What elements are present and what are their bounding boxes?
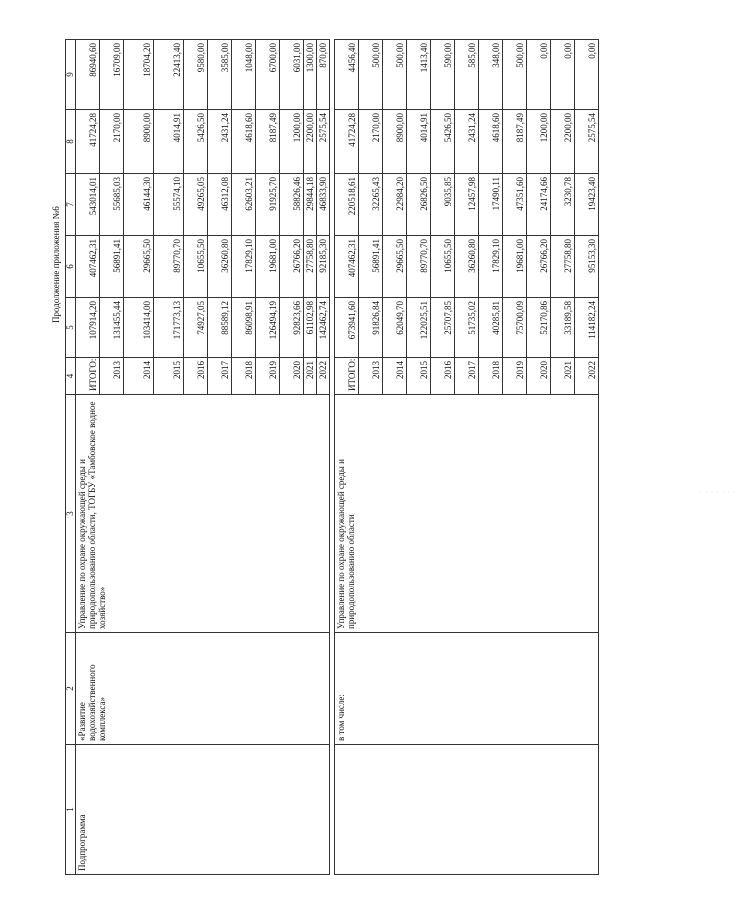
header-cell: 7 [66,174,76,236]
value-cell-7: 58826,46 [280,174,304,236]
value-cell-8: 2431,24 [208,110,232,174]
value-cell-9: 590,00 [431,40,455,110]
value-cell-9: 500,00 [383,40,407,110]
value-cell-8: 2431,24 [455,110,479,174]
value-cell-8: 2200,00 [551,110,575,174]
year-cell: 2016 [184,358,208,395]
subprogram-cell [335,745,599,875]
value-cell-6: 27758,80 [304,236,317,298]
value-cell-8: 8187,49 [256,110,280,174]
value-cell-5: 62049,70 [383,298,407,358]
value-cell-9: 16709,00 [100,40,124,110]
value-cell-7: 55685,03 [100,174,124,236]
value-cell-6: 89770,70 [407,236,431,298]
year-cell: 2018 [232,358,256,395]
year-cell: 2020 [527,358,551,395]
program-name-cell: в том числе: [335,633,599,745]
value-cell-7: 49265,05 [184,174,208,236]
value-cell-6: 19681,00 [503,236,527,298]
value-cell-8: 8187,49 [503,110,527,174]
year-cell: 2021 [551,358,575,395]
value-cell-9: 348,00 [479,40,503,110]
value-cell-8: 8900,00 [383,110,407,174]
executor-cell: Управление по охране окружающей среды и природопользованию области [335,395,599,633]
value-cell-8: 8900,00 [124,110,154,174]
value-cell-7: 26826,50 [407,174,431,236]
value-cell-6: 407462,31 [76,236,100,298]
year-cell: 2022 [317,358,330,395]
value-cell-6: 56891,41 [100,236,124,298]
value-cell-8: 1200,00 [527,110,551,174]
program-name-cell: «Развитие водохозяйственного комплекса» [76,633,330,745]
value-cell-7: 17490,11 [479,174,503,236]
value-cell-5: 91826,84 [359,298,383,358]
year-cell: 2022 [575,358,599,395]
value-cell-6: 17829,10 [479,236,503,298]
value-cell-5: 25707,85 [431,298,455,358]
value-cell-7: 12457,98 [455,174,479,236]
value-cell-6: 92185,30 [317,236,330,298]
value-cell-9: 0,00 [551,40,575,110]
value-cell-8: 2200,00 [304,110,317,174]
year-cell: 2020 [280,358,304,395]
year-cell: 2014 [383,358,407,395]
value-cell-7: 46833,90 [317,174,330,236]
appendix-note: Продолжение приложения №6 [51,206,61,323]
value-cell-8: 5426,50 [431,110,455,174]
year-cell: 2017 [455,358,479,395]
value-cell-5: 75700,09 [503,298,527,358]
subprogram-cell: Подпрограмма [76,745,330,875]
value-cell-7: 47351,60 [503,174,527,236]
value-cell-8: 1200,00 [280,110,304,174]
value-cell-7: 19423,40 [575,174,599,236]
value-cell-6: 26766,20 [280,236,304,298]
value-cell-7: 46312,08 [208,174,232,236]
year-cell: 2018 [479,358,503,395]
value-cell-8: 4618,60 [479,110,503,174]
year-cell: 2015 [154,358,184,395]
value-cell-8: 2170,00 [100,110,124,174]
value-cell-7: 46144,30 [124,174,154,236]
value-cell-9: 1413,40 [407,40,431,110]
value-cell-5: 142462,74 [317,298,330,358]
value-cell-8: 2575,54 [317,110,330,174]
year-cell: ИТОГО: [76,358,100,395]
value-cell-9: 3585,00 [208,40,232,110]
value-cell-6: 10655,50 [184,236,208,298]
value-cell-9: 1300,00 [304,40,317,110]
value-cell-5: 52170,86 [527,298,551,358]
value-cell-9: 22413,40 [154,40,184,110]
header-row [66,40,76,875]
header-cell: 6 [66,236,76,298]
header-cell: 3 [66,395,76,633]
value-cell-9: 0,00 [575,40,599,110]
value-cell-5: 86098,91 [232,298,256,358]
value-cell-8: 4618,60 [232,110,256,174]
value-cell-7: 220518,61 [335,174,359,236]
value-cell-6: 19681,00 [256,236,280,298]
executor-cell: Управление по охране окружающей среды и природопользованию области, ТОГБУ «Тамбовское водное хозяйство» [76,395,330,633]
value-cell-9: 86940,60 [76,40,100,110]
value-cell-5: 61102,98 [304,298,317,358]
value-cell-5: 122025,51 [407,298,431,358]
value-cell-5: 114182,24 [575,298,599,358]
value-cell-8: 4014,91 [407,110,431,174]
value-cell-6: 36260,80 [208,236,232,298]
value-cell-5: 171773,13 [154,298,184,358]
year-cell: 2016 [431,358,455,395]
header-cell: 8 [66,110,76,174]
value-cell-6: 26766,20 [527,236,551,298]
value-cell-9: 0,00 [527,40,551,110]
value-cell-9: 500,00 [503,40,527,110]
value-cell-6: 56891,41 [359,236,383,298]
value-cell-9: 500,00 [359,40,383,110]
header-cell: 4 [66,358,76,395]
value-cell-5: 51735,02 [455,298,479,358]
value-cell-7: 32265,43 [359,174,383,236]
budget-table [65,39,599,875]
value-cell-5: 673941,60 [335,298,359,358]
scan-marks: · · · · · · · [700,490,736,496]
value-cell-9: 585,00 [455,40,479,110]
year-cell: ИТОГО: [335,358,359,395]
value-cell-5: 33189,58 [551,298,575,358]
header-cell: 1 [66,745,76,875]
value-cell-8: 41724,28 [335,110,359,174]
value-cell-6: 407462,31 [335,236,359,298]
value-cell-6: 95153,30 [575,236,599,298]
year-cell: 2013 [100,358,124,395]
value-cell-5: 40285,81 [479,298,503,358]
year-cell: 2015 [407,358,431,395]
header-cell: 5 [66,298,76,358]
year-cell: 2014 [124,358,154,395]
value-cell-6: 29665,50 [124,236,154,298]
value-cell-9: 6031,00 [280,40,304,110]
value-cell-8: 2170,00 [359,110,383,174]
year-cell: 2017 [208,358,232,395]
value-cell-6: 10655,50 [431,236,455,298]
value-cell-8: 2575,54 [575,110,599,174]
value-cell-9: 1048,00 [232,40,256,110]
value-cell-5: 92823,66 [280,298,304,358]
value-cell-7: 543014,01 [76,174,100,236]
value-cell-8: 4014,91 [154,110,184,174]
value-cell-6: 36260,80 [455,236,479,298]
value-cell-9: 9580,00 [184,40,208,110]
value-cell-9: 6700,00 [256,40,280,110]
table-row [335,40,359,875]
value-cell-7: 62603,21 [232,174,256,236]
value-cell-8: 5426,50 [184,110,208,174]
value-cell-5: 131455,44 [100,298,124,358]
value-cell-7: 22984,20 [383,174,407,236]
value-cell-6: 29665,50 [383,236,407,298]
header-cell: 9 [66,40,76,110]
value-cell-7: 24174,66 [527,174,551,236]
value-cell-5: 88589,12 [208,298,232,358]
value-cell-8: 41724,28 [76,110,100,174]
table-row [76,40,100,875]
value-cell-6: 27758,80 [551,236,575,298]
value-cell-9: 4456,40 [335,40,359,110]
value-cell-7: 29844,18 [304,174,317,236]
value-cell-5: 103414,00 [124,298,154,358]
value-cell-6: 17829,10 [232,236,256,298]
value-cell-5: 74927,05 [184,298,208,358]
value-cell-6: 89770,70 [154,236,184,298]
year-cell: 2019 [503,358,527,395]
value-cell-7: 91925,70 [256,174,280,236]
rotated-table-sheet [51,40,597,875]
value-cell-7: 55574,10 [154,174,184,236]
value-cell-7: 3230,78 [551,174,575,236]
year-cell: 2013 [359,358,383,395]
value-cell-9: 870,00 [317,40,330,110]
value-cell-5: 126494,19 [256,298,280,358]
value-cell-5: 107914,20 [76,298,100,358]
year-cell: 2019 [256,358,280,395]
value-cell-9: 18704,20 [124,40,154,110]
value-cell-7: 9035,85 [431,174,455,236]
header-cell: 2 [66,633,76,745]
year-cell: 2021 [304,358,317,395]
